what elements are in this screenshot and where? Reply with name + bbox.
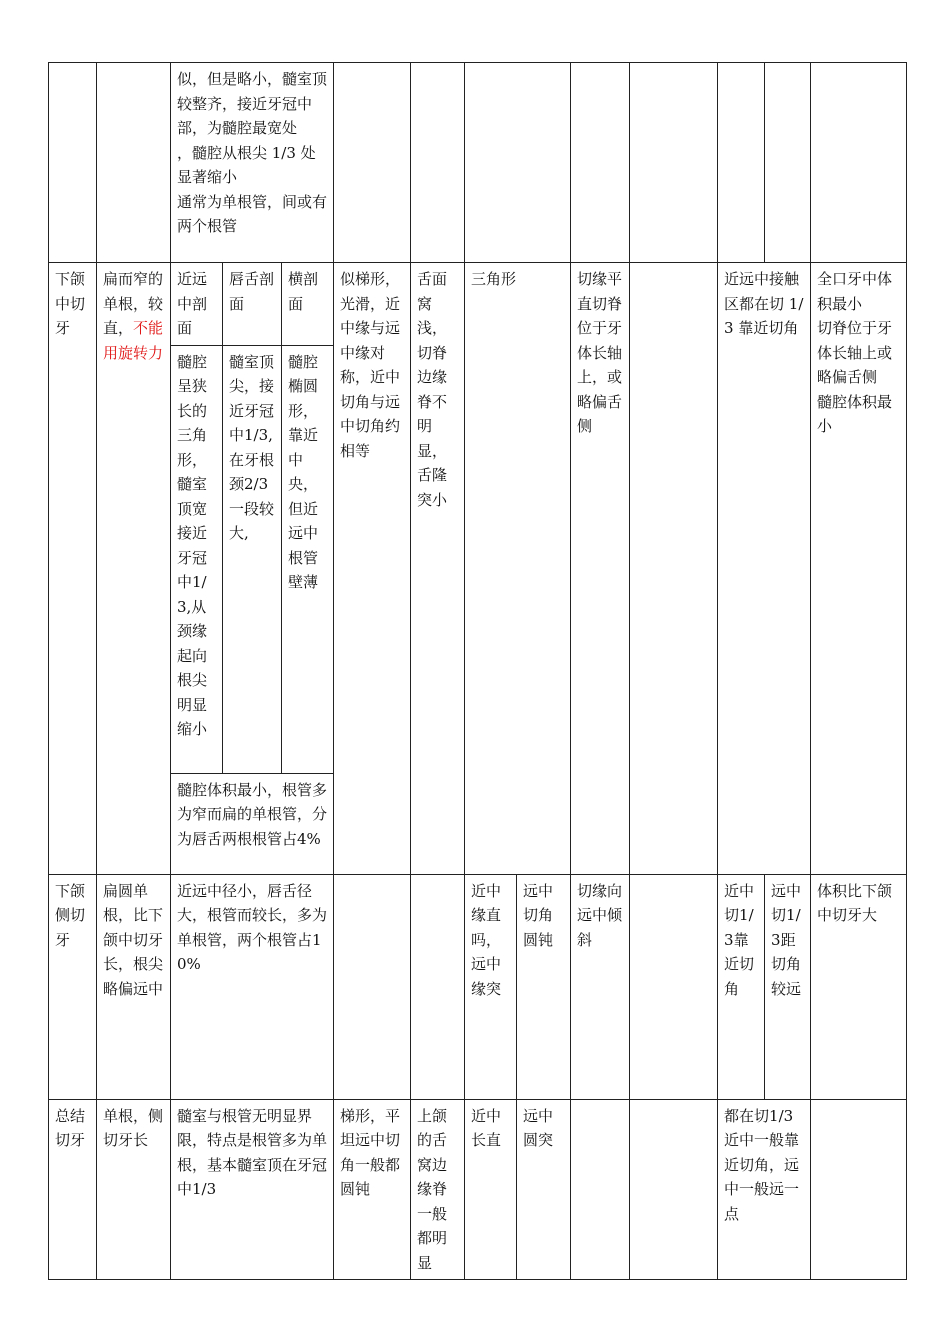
incisal-cell: 切缘平直切脊位于牙体长轴上，或略偏舌侧 xyxy=(571,263,630,875)
contact-distal-cell xyxy=(765,63,811,263)
table-row-summary xyxy=(49,1099,907,1280)
proximal-cell xyxy=(465,63,571,263)
labial-cell: 梯形，平坦远中切角一般都圆钝 xyxy=(334,1099,411,1280)
tooth-name: 下颌中切牙 xyxy=(49,263,97,875)
mesial-cell: 近中缘直吗，远中缘突 xyxy=(465,874,517,1099)
tooth-name: 下颌侧切牙 xyxy=(49,874,97,1099)
notes-cell: 体积比下颌中切牙大 xyxy=(811,874,907,1099)
labial-cell: 似梯形，光滑，近中缘与远中缘对称，近中切角与远中切角约相等 xyxy=(334,263,411,875)
distal-cell: 远中圆突 xyxy=(517,1099,571,1280)
labial-cell xyxy=(334,63,411,263)
root-cell xyxy=(97,63,171,263)
pulp-cross: 髓腔椭圆形，靠近中央，但近远中根管壁薄 xyxy=(282,345,334,773)
pulp-cell: 似，但是略小，髓室顶较整齐，接近牙冠中部，为髓腔最宽处 ，髓腔从根尖 1/3 处显著缩小 通常为单根管，间或有两个根管 xyxy=(171,63,334,263)
mesial-cell: 近中长直 xyxy=(465,1099,517,1280)
blank-cell xyxy=(630,63,718,263)
section-cross-label: 横剖面 xyxy=(282,263,334,346)
table-row-lower-lateral xyxy=(49,874,907,1099)
root-cell: 扁圆单根，比下颌中切牙长，根尖略偏远中 xyxy=(97,874,171,1099)
contact-mesial-cell xyxy=(718,63,765,263)
lingual-cell: 上颌的舌窝边缘脊一般都明显 xyxy=(411,1099,465,1280)
blank-cell xyxy=(630,874,718,1099)
root-text: 扁而窄的单根，较直， xyxy=(103,270,164,337)
pulp-cell: 髓室与根管无明显界限，特点是根管多为单根，基本髓室顶在牙冠中1/3 xyxy=(171,1099,334,1280)
tooth-comparison-table xyxy=(48,62,907,1280)
lingual-cell xyxy=(411,63,465,263)
blank-cell xyxy=(630,1099,718,1280)
pulp-mesiodistal: 髓腔呈狭长的三角形，髓室顶宽接近牙冠中1/3,从颈缘起向根尖明显缩小 xyxy=(171,345,223,773)
root-warning-text: 不能用旋转力 xyxy=(103,319,164,362)
contact-distal-cell: 远中切1/3距切角较远 xyxy=(765,874,811,1099)
lingual-cell xyxy=(411,874,465,1099)
incisal-cell xyxy=(571,63,630,263)
tooth-cell xyxy=(49,63,97,263)
incisal-cell: 切缘向远中倾斜 xyxy=(571,874,630,1099)
section-labiolingual-label: 唇舌剖面 xyxy=(223,263,282,346)
root-cell xyxy=(97,263,171,875)
table-row-lower-central xyxy=(49,263,907,346)
lingual-cell: 舌面窝浅，切脊边缘脊不明显，舌隆突小 xyxy=(411,263,465,875)
table-row-continued xyxy=(49,63,907,263)
notes-cell: 全口牙中体积最小 切脊位于牙体长轴上或略偏舌侧 髓腔体积最小 xyxy=(811,263,907,875)
incisal-cell xyxy=(571,1099,630,1280)
blank-cell xyxy=(630,263,718,875)
notes-cell xyxy=(811,1099,907,1280)
pulp-summary: 髓腔体积最小，根管多为窄而扁的单根管，分为唇舌两根根管占4% xyxy=(171,773,334,874)
tooth-name: 总结切牙 xyxy=(49,1099,97,1280)
section-mesiodistal-label: 近远中剖面 xyxy=(171,263,223,346)
proximal-cell: 三角形 xyxy=(465,263,571,875)
root-cell: 单根，侧切牙长 xyxy=(97,1099,171,1280)
distal-cell: 远中切角圆钝 xyxy=(517,874,571,1099)
notes-cell xyxy=(811,63,907,263)
labial-cell xyxy=(334,874,411,1099)
contact-cell: 都在切1/3近中一般靠近切角，远中一般远一点 xyxy=(718,1099,811,1280)
contact-mesial-cell: 近中切1/3靠近切角 xyxy=(718,874,765,1099)
pulp-cell: 近远中径小，唇舌径大，根管而较长，多为单根管，两个根管占10% xyxy=(171,874,334,1099)
pulp-labiolingual: 髓室顶尖，接近牙冠中1/3,在牙根颈2/3一段较大, xyxy=(223,345,282,773)
contact-cell: 近远中接触区都在切 1/3 靠近切角 xyxy=(718,263,811,875)
